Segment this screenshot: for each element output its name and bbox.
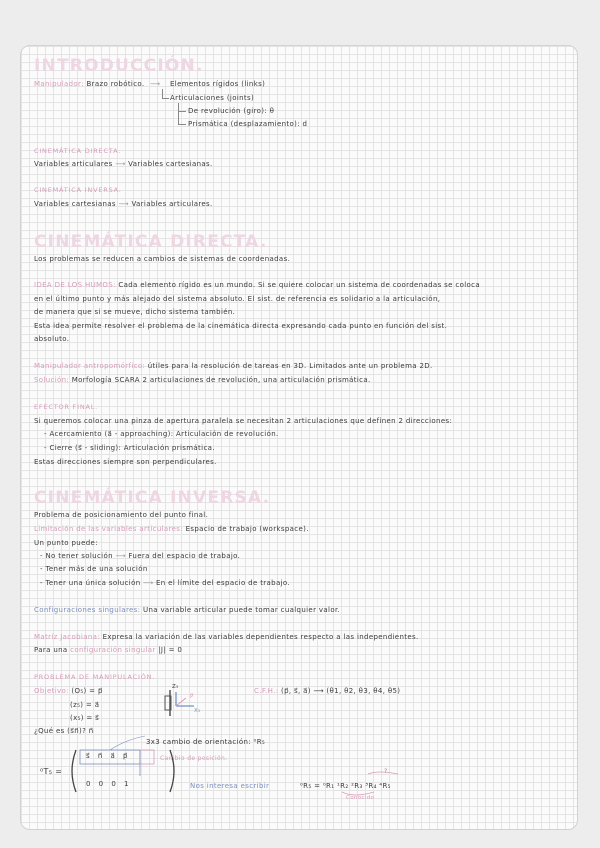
limitacion-label: Limitación de las variables articulares: <box>34 525 183 533</box>
matrix-row-1: s⃗ n⃗ a⃗ p⃗ <box>86 752 131 760</box>
tree-connector <box>178 103 179 124</box>
matriz-text: Expresa la variación de las variables dependientes respecto a las independientes. <box>102 633 419 641</box>
unknown-mark: ? <box>384 768 388 775</box>
idea-line-2: en el último punto y más alejado del sistema absoluto. El sist. de referencia es solidario a la articulación, <box>34 295 441 303</box>
efector-line-2: - Acercamiento (a⃗ - approaching): Articulación de revolución. <box>44 430 279 438</box>
para-line <box>34 646 182 654</box>
matrix-row-2: 0 0 0 1 <box>86 780 132 788</box>
efector-line-4: Estas direcciones siempre son perpendiculares. <box>34 458 217 466</box>
ci-line <box>34 200 213 208</box>
objetivo-line-1 <box>34 687 103 695</box>
directa-title: CINEMÁTICA DIRECTA. <box>34 232 268 252</box>
para-equation: |J| = 0 <box>158 646 183 654</box>
interesa-text: Nos interesa escribir <box>190 782 270 790</box>
limitacion-line <box>34 525 309 533</box>
bullet-text: - Tener una única solución <box>40 579 141 587</box>
bullet-text: En el límite del espacio de trabajo. <box>156 579 290 587</box>
objetivo-eq-3: (x₅) = s⃗ <box>70 714 100 722</box>
matriz-label: Matriz Jacobiana: <box>34 633 100 641</box>
efector-subtitle: EFECTOR FINAL. <box>34 403 99 411</box>
arrow-icon: ⟶ <box>150 80 161 88</box>
cd-to: Variables cartesianas. <box>128 160 213 168</box>
idea-line-3: de manera que si se mueve, dicho sistema también. <box>34 308 236 316</box>
bullet-text: Fuera del espacio de trabajo. <box>128 552 241 560</box>
cfh-line <box>254 687 400 695</box>
arrow-icon: ⟶ <box>115 160 126 168</box>
limitacion-text: Espacio de trabajo (workspace). <box>185 525 309 533</box>
ci-subtitle: CINEMÁTICA INVERSA. <box>34 186 122 194</box>
config-line <box>34 606 340 614</box>
config-label: Configuraciones singulares: <box>34 606 141 614</box>
matrix-annotation: 3x3 cambio de orientación: ⁰R₅ <box>146 738 266 746</box>
conocido-note: Conocido <box>346 795 375 801</box>
problema-subtitle: PROBLEMA DE MANIPULACIÓN. <box>34 673 156 681</box>
inversa-title: CINEMÁTICA INVERSA. <box>34 488 271 508</box>
axis-p-label: P⃗ <box>190 694 194 700</box>
cfh-label: C.F.H.: <box>254 687 279 695</box>
ci-to: Variables articulares. <box>131 200 213 208</box>
objetivo-eq-1: (O₅) = p⃗ <box>71 687 103 695</box>
interesa-equation: ⁰R₅ = ⁰R₁ ¹R₂ ²R₃ ³R₄ ⁴R₅ <box>300 782 391 790</box>
inversa-line-1: Problema de posicionamiento del punto final. <box>34 511 209 519</box>
idea-label: IDEA DE LOS HUMOS: <box>34 281 116 289</box>
arrow-icon: ⟶ <box>143 579 154 587</box>
cambio-posicion-note: Cambio de posición. <box>160 755 228 762</box>
idea-line-1 <box>34 281 480 289</box>
cd-line <box>34 160 213 168</box>
para-highlight: configuración singular <box>70 646 156 654</box>
tree-revolucion: De revolución (giro): θ <box>188 107 275 115</box>
idea-text-1: Cada elemento rígido es un mundo. Si se quiere colocar un sistema de coordenadas se coloca <box>118 281 480 289</box>
arrow-icon: ⟶ <box>115 552 126 560</box>
bullet-text: - No tener solución <box>40 552 113 560</box>
bullet-no-solucion <box>40 552 240 560</box>
cd-from: Variables articulares <box>34 160 113 168</box>
objetivo-eq-2: (z₅) = a⃗ <box>70 701 100 709</box>
para-text: Para una <box>34 646 68 654</box>
idea-line-5: absoluto. <box>34 335 70 343</box>
tree-links: Elementos rígidos (links) <box>170 80 266 88</box>
antro-line <box>34 362 433 370</box>
tree-connector <box>178 124 186 125</box>
manip-line <box>34 80 145 88</box>
cd-subtitle: CINEMÁTICA DIRECTA. <box>34 147 122 155</box>
arrow-icon: ⟶ <box>118 200 129 208</box>
punto-puede: Un punto puede: <box>34 539 98 547</box>
manip-value: Brazo robótico. <box>86 80 145 88</box>
solucion-text: Morfología SCARA 2 articulaciones de revolución, una articulación prismática. <box>71 376 371 384</box>
axis-z-label: Z₅ <box>172 684 179 690</box>
tree-joints: Articulaciones (joints) <box>170 94 255 102</box>
directa-intro: Los problemas se reducen a cambios de sistemas de coordenadas. <box>34 255 291 263</box>
matrix-lhs: ⁰T₅ = <box>40 767 63 776</box>
matriz-line <box>34 633 419 641</box>
config-text: Una variable articular puede tomar cualquier valor. <box>142 606 341 614</box>
que-es-line: ¿Qué es (s⃗n⃗)? n⃗ <box>34 727 94 735</box>
tree-connector <box>162 98 169 99</box>
objetivo-label: Objetivo: <box>34 687 69 695</box>
efector-line-3: - Cierre (s⃗ - sliding): Articulación prismática. <box>44 444 215 452</box>
axis-x-label: X₅ <box>194 708 201 714</box>
tree-connector <box>178 111 186 112</box>
ci-from: Variables cartesianas <box>34 200 116 208</box>
solucion-label: Solución: <box>34 376 70 384</box>
efector-line-1: Si queremos colocar una pinza de apertura paralela se necesitan 2 articulaciones que definen 2 direcciones: <box>34 417 453 425</box>
antro-text: útiles para la resolución de tareas en 3D. Limitados ante un problema 2D. <box>147 362 433 370</box>
frame-diagram <box>162 684 212 724</box>
idea-line-4: Esta idea permite resolver el problema de la cinemática directa expresando cada punto en función del sist. <box>34 322 448 330</box>
manip-label: Manipulador: <box>34 80 84 88</box>
tree-prismatica: Prismática (desplazamiento): d <box>188 120 308 128</box>
solucion-line <box>34 376 371 384</box>
antro-label: Manipulador antropomórfico: <box>34 362 146 370</box>
intro-title: INTRODUCCIÓN. <box>34 56 204 76</box>
cfh-equation: (p⃗, s⃗, a⃗) ⟶ (θ1, θ2, θ3, θ4, θ5) <box>281 687 401 695</box>
bullet-mas-solucion: - Tener más de una solución <box>40 565 148 573</box>
bullet-unica-solucion <box>40 579 290 587</box>
